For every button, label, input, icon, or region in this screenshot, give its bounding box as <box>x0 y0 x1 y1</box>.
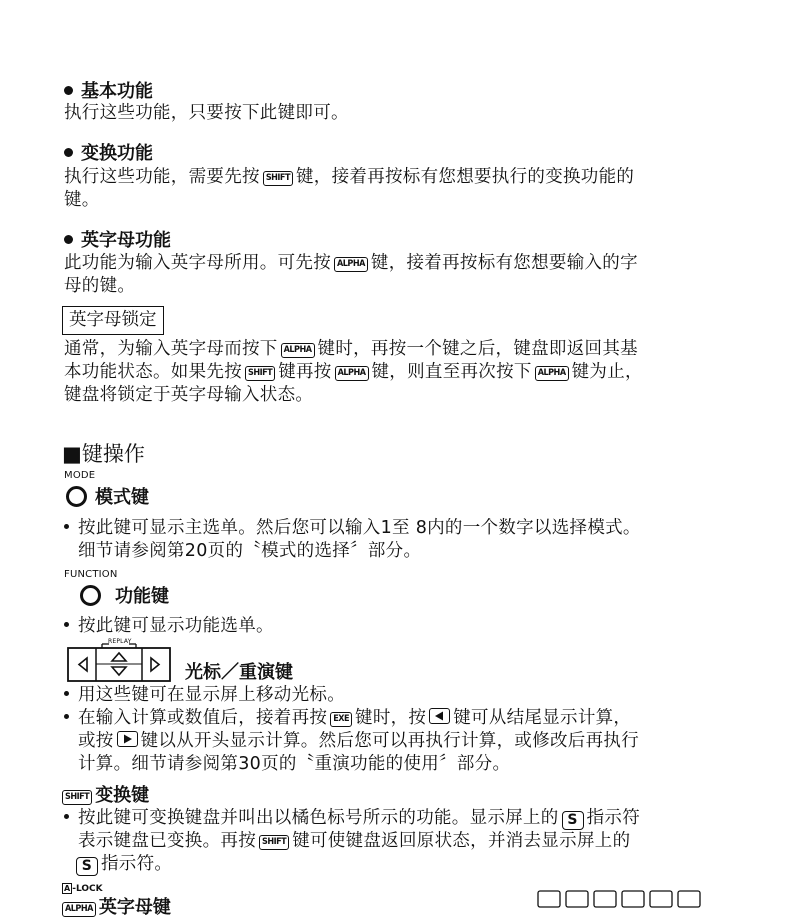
bullet-icon <box>64 714 69 719</box>
function-caption: FUNCTION <box>64 569 118 580</box>
alpha-lock-text-2: 本功能状态。如果先按 SHIFT 键再按 ALPHA 键，则直至再次按下 ALPHA 键为止， <box>64 362 643 382</box>
bullet-icon <box>64 622 69 627</box>
alpha-lock-mark: A <box>64 884 71 893</box>
basic-function-text: 执行这些功能，只要按下此键即可。 <box>64 103 349 123</box>
alpha-lock-caption: A -LOCK <box>64 884 103 894</box>
shift-key-text-2: 表示键盘已变换。再按 SHIFT 键可使键盘返回原状态，并消去显示屏上的 <box>78 831 631 851</box>
display-indicator-boxes <box>537 889 707 911</box>
shift-function-heading: 变换功能 <box>64 142 153 166</box>
shift-function-text-2: 键。 <box>64 190 100 210</box>
key-operations-heading: ■键操作 <box>62 442 145 466</box>
function-key-icon <box>80 585 101 606</box>
alpha-function-heading: 英字母功能 <box>64 229 171 253</box>
mode-key-heading: 模式键 <box>66 486 149 510</box>
function-key-text-1: 按此键可显示功能选单。 <box>64 614 274 639</box>
shift-indicator-icon: S <box>562 811 584 830</box>
shift-key-icon: SHIFT <box>62 790 92 805</box>
alpha-key-heading: ALPHA 英字母键 <box>62 896 171 920</box>
bullet-icon <box>64 524 69 529</box>
cursor-key-heading: 光标／重演键 <box>185 662 293 683</box>
cursor-key-text-2: 在输入计算或数值后，接着再按 EXE 键时，按 键可从结尾显示计算， <box>64 706 631 731</box>
cursor-key-text-3: 或按 键以从开头显示计算。然后您可以再执行计算，或修改后再执行 <box>78 731 640 751</box>
mode-key-text-2: 细节请参阅第20页的〝模式的选择〞部分。 <box>78 541 422 561</box>
alpha-lock-text-3: 键盘将锁定于英字母输入状态。 <box>64 385 314 405</box>
shift-key-text-1: 按此键可变换键盘并叫出以橘色标号所示的功能。显示屏上的 S 指示符 <box>64 806 640 831</box>
cursor-key-text-4: 计算。细节请参阅第30页的〝重演功能的使用〞部分。 <box>78 754 511 774</box>
alpha-key-icon: ALPHA <box>535 366 569 381</box>
cursor-key-text-1: 用这些键可在显示屏上移动光标。 <box>64 683 345 708</box>
bullet-icon <box>64 86 73 95</box>
bullet-icon <box>64 814 69 819</box>
alpha-lock-text-1: 通常，为输入英字母而按下 ALPHA 键时，再按一个键之后，键盘即返回其基 <box>64 339 638 359</box>
shift-key-icon: SHIFT <box>259 835 289 850</box>
shift-key-text-3: S 指示符。 <box>76 852 172 877</box>
replay-caption: REPLAY <box>108 638 132 645</box>
bullet-icon <box>64 235 73 244</box>
left-arrow-key-icon <box>429 708 450 724</box>
alpha-key-icon: ALPHA <box>334 257 368 272</box>
function-key-heading: 功能键 <box>80 585 169 609</box>
alpha-key-icon: ALPHA <box>281 343 315 358</box>
alpha-function-text: 此功能为输入英字母所用。可先按 ALPHA 键，接着再按标有您想要输入的字 <box>64 253 638 273</box>
bullet-icon <box>64 148 73 157</box>
shift-key-icon: SHIFT <box>245 366 275 381</box>
basic-function-heading: 基本功能 <box>64 80 153 104</box>
mode-caption: MODE <box>64 470 96 481</box>
mode-key-icon <box>66 486 87 507</box>
exe-key-icon: EXE <box>330 712 352 727</box>
alpha-lock-label: 英字母锁定 <box>62 306 164 335</box>
shift-indicator-icon: S <box>76 857 98 876</box>
bullet-icon <box>64 691 69 696</box>
alpha-key-icon: ALPHA <box>335 366 369 381</box>
alpha-function-text-2: 母的键。 <box>64 276 136 296</box>
shift-key-icon: SHIFT <box>263 171 293 186</box>
alpha-key-icon: ALPHA <box>62 902 96 917</box>
shift-key-heading: SHIFT 变换键 <box>62 784 149 808</box>
shift-function-text: 执行这些功能，需要先按 SHIFT 键，接着再按标有您想要执行的变换功能的 <box>64 167 635 187</box>
mode-key-text-1: 按此键可显示主选单。然后您可以输入1至 8内的一个数字以选择模式。 <box>64 516 641 541</box>
right-arrow-key-icon <box>117 731 138 747</box>
